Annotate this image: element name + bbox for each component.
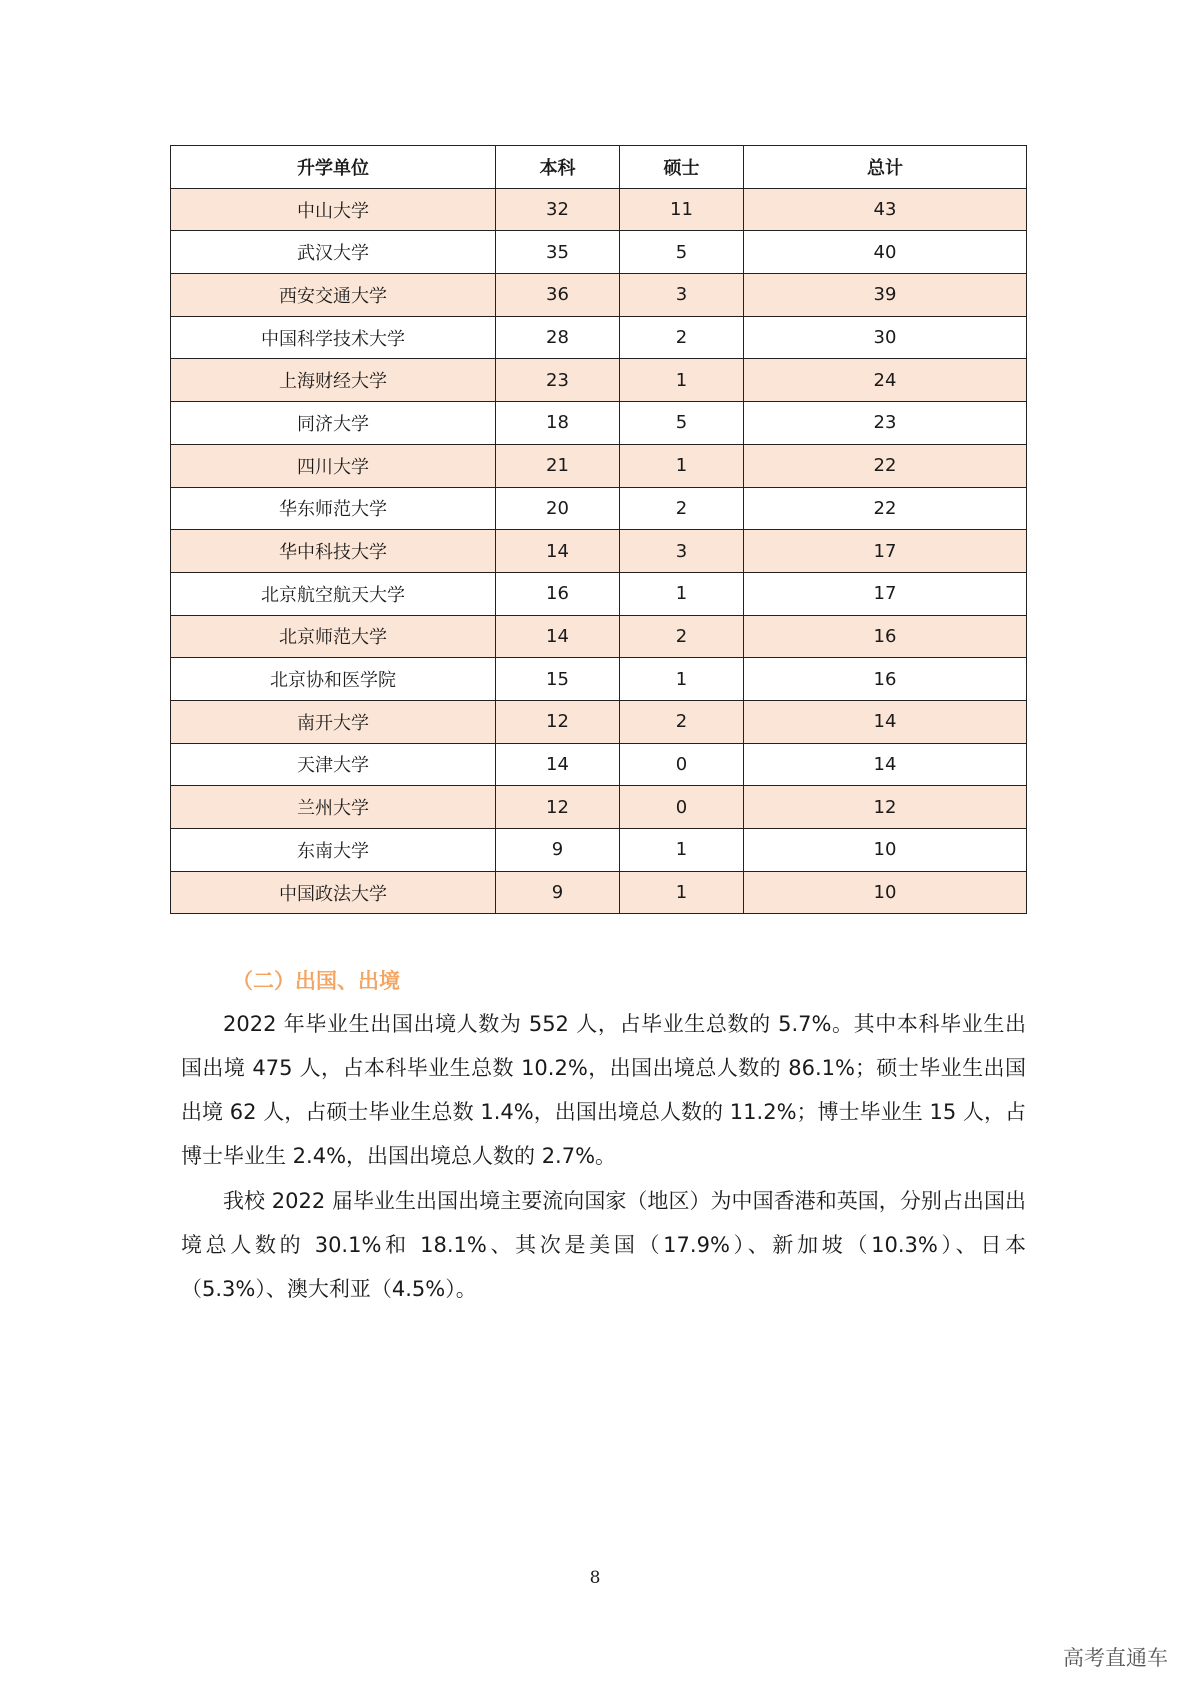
cell-master: 2 <box>620 487 744 530</box>
table-row <box>171 231 1027 274</box>
cell-total: 22 <box>744 487 1027 530</box>
cell-institution: 同济大学 <box>171 402 496 445</box>
table-row <box>171 530 1027 573</box>
cell-master: 11 <box>620 188 744 231</box>
cell-master: 1 <box>620 658 744 701</box>
table-header-row <box>171 146 1027 189</box>
cell-institution: 北京协和医学院 <box>171 658 496 701</box>
cell-master: 2 <box>620 316 744 359</box>
cell-master: 2 <box>620 700 744 743</box>
table-row <box>171 871 1027 914</box>
cell-total: 23 <box>744 402 1027 445</box>
cell-institution: 华中科技大学 <box>171 530 496 573</box>
section-heading: （二）出国、出境 <box>232 969 400 993</box>
cell-master: 0 <box>620 743 744 786</box>
cell-institution: 北京航空航天大学 <box>171 572 496 615</box>
page-number: 8 <box>589 1568 601 1588</box>
cell-undergrad: 14 <box>496 615 620 658</box>
cell-total: 16 <box>744 615 1027 658</box>
header-total: 总计 <box>744 146 1027 189</box>
cell-undergrad: 21 <box>496 444 620 487</box>
cell-institution: 上海财经大学 <box>171 359 496 402</box>
cell-undergrad: 35 <box>496 231 620 274</box>
cell-total: 22 <box>744 444 1027 487</box>
table-row <box>171 615 1027 658</box>
cell-institution: 北京师范大学 <box>171 615 496 658</box>
cell-institution: 兰州大学 <box>171 786 496 829</box>
table-row <box>171 572 1027 615</box>
cell-total: 10 <box>744 871 1027 914</box>
cell-master: 3 <box>620 274 744 317</box>
cell-master: 5 <box>620 402 744 445</box>
table-row <box>171 786 1027 829</box>
cell-institution: 武汉大学 <box>171 231 496 274</box>
cell-total: 39 <box>744 274 1027 317</box>
cell-total: 24 <box>744 359 1027 402</box>
table-row <box>171 444 1027 487</box>
cell-undergrad: 15 <box>496 658 620 701</box>
cell-total: 17 <box>744 572 1027 615</box>
cell-undergrad: 12 <box>496 700 620 743</box>
cell-institution: 东南大学 <box>171 829 496 872</box>
table-row <box>171 487 1027 530</box>
watermark: 高考直通车 <box>1063 1646 1168 1670</box>
header-undergrad: 本科 <box>496 146 620 189</box>
cell-undergrad: 14 <box>496 530 620 573</box>
cell-undergrad: 16 <box>496 572 620 615</box>
table-row <box>171 316 1027 359</box>
cell-master: 0 <box>620 786 744 829</box>
cell-total: 40 <box>744 231 1027 274</box>
cell-total: 12 <box>744 786 1027 829</box>
cell-institution: 华东师范大学 <box>171 487 496 530</box>
cell-institution: 天津大学 <box>171 743 496 786</box>
table-row <box>171 274 1027 317</box>
cell-total: 43 <box>744 188 1027 231</box>
cell-master: 2 <box>620 615 744 658</box>
table-row <box>171 700 1027 743</box>
cell-master: 1 <box>620 572 744 615</box>
cell-total: 30 <box>744 316 1027 359</box>
table-row <box>171 829 1027 872</box>
admission-table <box>170 145 1027 914</box>
cell-total: 10 <box>744 829 1027 872</box>
cell-institution: 南开大学 <box>171 700 496 743</box>
cell-total: 14 <box>744 700 1027 743</box>
cell-master: 1 <box>620 359 744 402</box>
table-row <box>171 359 1027 402</box>
table-row <box>171 188 1027 231</box>
cell-undergrad: 18 <box>496 402 620 445</box>
header-institution: 升学单位 <box>171 146 496 189</box>
paragraph-overseas-stats: 2022 年毕业生出国出境人数为 552 人，占毕业生总数的 5.7%。其中本科毕业生出国出境 475 人，占本科毕业生总数 10.2%，出国出境总人数的 86.1%；硕士毕业生出国出境 62 人，占硕士毕业生总数 1.4%，出国出境总人数的 11.2%；博士毕业生 15 人，占博士毕业生 2.4%，出国出境总人数的 2.7%。 <box>181 1012 1026 1168</box>
cell-undergrad: 14 <box>496 743 620 786</box>
cell-undergrad: 12 <box>496 786 620 829</box>
cell-master: 1 <box>620 444 744 487</box>
cell-master: 5 <box>620 231 744 274</box>
cell-undergrad: 36 <box>496 274 620 317</box>
cell-undergrad: 23 <box>496 359 620 402</box>
cell-undergrad: 9 <box>496 871 620 914</box>
header-master: 硕士 <box>620 146 744 189</box>
table-row <box>171 743 1027 786</box>
cell-undergrad: 28 <box>496 316 620 359</box>
cell-institution: 中山大学 <box>171 188 496 231</box>
cell-undergrad: 32 <box>496 188 620 231</box>
table-row <box>171 402 1027 445</box>
cell-undergrad: 20 <box>496 487 620 530</box>
paragraph-destinations: 我校 2022 届毕业生出国出境主要流向国家（地区）为中国香港和英国，分别占出国出境总人数的 30.1%和 18.1%、其次是美国（17.9%）、新加坡（10.3%）、日本（5.3%）、澳大利亚（4.5%）。 <box>181 1189 1026 1301</box>
cell-total: 16 <box>744 658 1027 701</box>
cell-master: 3 <box>620 530 744 573</box>
cell-institution: 西安交通大学 <box>171 274 496 317</box>
cell-institution: 四川大学 <box>171 444 496 487</box>
cell-master: 1 <box>620 871 744 914</box>
cell-total: 14 <box>744 743 1027 786</box>
cell-master: 1 <box>620 829 744 872</box>
cell-institution: 中国政法大学 <box>171 871 496 914</box>
cell-undergrad: 9 <box>496 829 620 872</box>
cell-total: 17 <box>744 530 1027 573</box>
cell-institution: 中国科学技术大学 <box>171 316 496 359</box>
table-row <box>171 658 1027 701</box>
